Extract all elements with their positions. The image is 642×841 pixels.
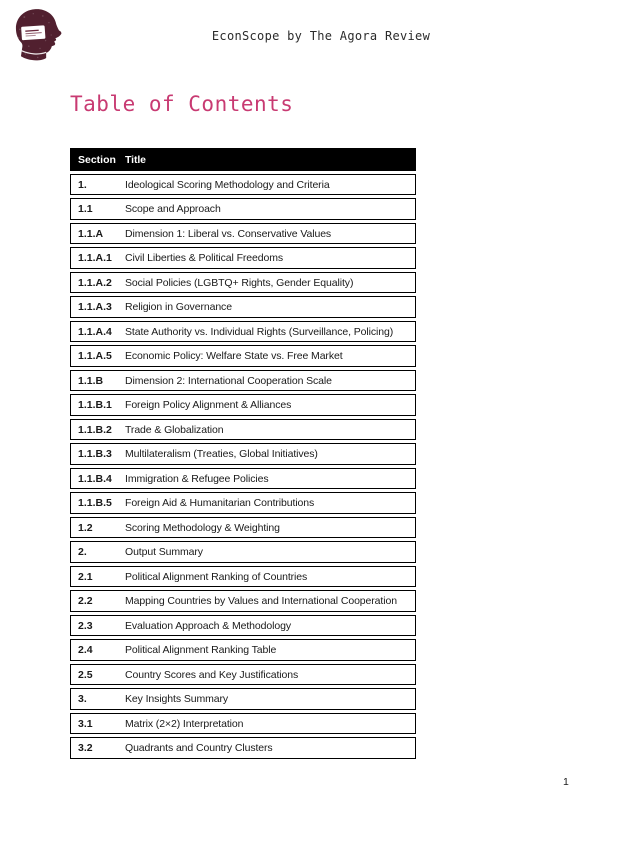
toc-row	[70, 419, 416, 441]
toc-section-cell: 1.1.B.3	[78, 448, 112, 460]
toc-row	[70, 468, 416, 490]
toc-row	[70, 296, 416, 318]
toc-title-cell: Quadrants and Country Clusters	[125, 742, 273, 754]
toc-row	[70, 590, 416, 612]
toc-title-cell: Matrix (2×2) Interpretation	[125, 717, 244, 730]
toc-title-cell: Foreign Policy Alignment & Alliances	[125, 399, 292, 411]
toc-section-cell: 1.1.A.1	[78, 252, 112, 264]
toc-section-cell: 2.5	[78, 668, 93, 681]
toc-section-cell: 2.1	[78, 570, 93, 583]
toc-section-cell: 1.1.B.2	[78, 423, 112, 436]
toc-section-cell: 1.1.B.5	[78, 497, 112, 509]
toc-title-cell: Dimension 2: International Cooperation Scale	[125, 374, 332, 387]
document-header-title: EconScope by The Agora Review	[211, 29, 431, 43]
toc-title-cell: Religion in Governance	[125, 301, 232, 313]
toc-row	[70, 492, 416, 514]
toc-title-cell: Ideological Scoring Methodology and Criteria	[125, 178, 330, 191]
toc-title-cell: Evaluation Approach & Methodology	[125, 619, 291, 632]
toc-section-cell: 1.2	[78, 521, 93, 534]
toc-table-body	[70, 174, 416, 759]
toc-row	[70, 737, 416, 759]
toc-header-section: Section	[78, 154, 116, 166]
toc-title-cell: Social Policies (LGBTQ+ Rights, Gender Equality)	[125, 276, 354, 289]
toc-section-cell: 1.1.A.3	[78, 301, 112, 313]
toc-section-cell: 1.1	[78, 203, 93, 215]
toc-row	[70, 345, 416, 367]
toc-row	[70, 223, 416, 245]
toc-row	[70, 639, 416, 661]
toc-header-row	[70, 148, 416, 171]
toc-row	[70, 370, 416, 392]
toc-row	[70, 394, 416, 416]
toc-section-cell: 1.1.A.4	[78, 325, 112, 338]
toc-section-cell: 1.1.A.5	[78, 350, 112, 362]
toc-section-cell: 2.3	[78, 619, 93, 632]
toc-row	[70, 517, 416, 539]
toc-section-cell: 3.	[78, 693, 87, 705]
toc-row	[70, 566, 416, 588]
toc-title-cell: Country Scores and Key Justifications	[125, 668, 299, 681]
toc-section-cell: 1.1.B	[78, 374, 104, 387]
toc-row	[70, 541, 416, 563]
toc-row	[70, 688, 416, 710]
toc-title-cell: Economic Policy: Welfare State vs. Free Market	[125, 350, 343, 362]
toc-title-cell: Civil Liberties & Political Freedoms	[125, 252, 284, 264]
toc-title-cell: Political Alignment Ranking of Countries	[125, 570, 308, 583]
toc-section-cell: 1.	[78, 178, 87, 191]
toc-table	[70, 148, 416, 762]
toc-row	[70, 272, 416, 294]
toc-section-cell: 1.1.A.2	[78, 276, 112, 289]
toc-title-cell: Mapping Countries by Values and International Cooperation	[125, 595, 397, 607]
toc-section-cell: 1.1.B.4	[78, 472, 112, 485]
page-number: 1	[563, 776, 569, 788]
toc-title-cell: State Authority vs. Individual Rights (Surveillance, Policing)	[125, 325, 394, 338]
toc-row	[70, 615, 416, 637]
toc-row	[70, 664, 416, 686]
toc-section-cell: 2.4	[78, 644, 93, 656]
toc-title-cell: Political Alignment Ranking Table	[125, 644, 277, 656]
toc-row	[70, 198, 416, 220]
toc-title-cell: Dimension 1: Liberal vs. Conservative Values	[125, 227, 332, 240]
toc-title-cell: Immigration & Refugee Policies	[125, 472, 269, 485]
toc-row	[70, 443, 416, 465]
toc-section-cell: 3.1	[78, 717, 93, 730]
toc-row	[70, 321, 416, 343]
toc-section-cell: 2.	[78, 546, 87, 558]
toc-title-cell: Trade & Globalization	[125, 423, 224, 436]
toc-row	[70, 247, 416, 269]
toc-title-cell: Scope and Approach	[125, 203, 221, 215]
toc-title-cell: Multilateralism (Treaties, Global Initiatives)	[125, 448, 318, 460]
toc-row	[70, 713, 416, 735]
page-title: Table of Contents	[70, 92, 294, 116]
toc-header-title: Title	[125, 154, 146, 166]
toc-section-cell: 1.1.B.1	[78, 399, 112, 411]
toc-title-cell: Scoring Methodology & Weighting	[125, 521, 280, 534]
toc-section-cell: 3.2	[78, 742, 93, 754]
toc-title-cell: Output Summary	[125, 546, 203, 558]
toc-section-cell: 2.2	[78, 595, 93, 607]
toc-title-cell: Key Insights Summary	[125, 693, 229, 705]
toc-section-cell: 1.1.A	[78, 227, 104, 240]
toc-title-cell: Foreign Aid & Humanitarian Contributions	[125, 497, 315, 509]
toc-row	[70, 174, 416, 196]
